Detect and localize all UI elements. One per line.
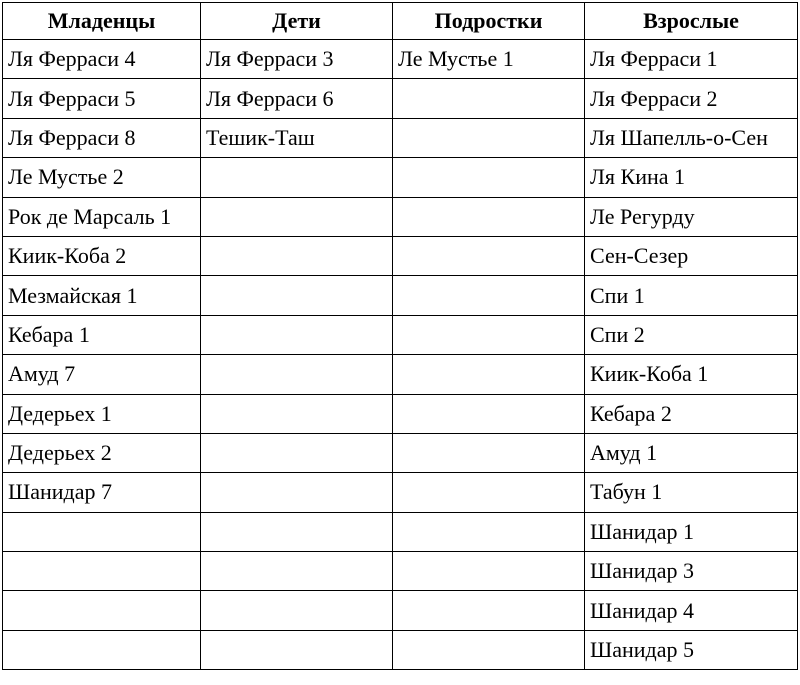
cell-adolescents <box>393 355 585 394</box>
table-container <box>2 2 798 670</box>
header-infants: Младенцы <box>3 3 201 40</box>
cell-children <box>201 630 393 669</box>
cell-adolescents <box>393 158 585 197</box>
cell-infants: Ле Мустье 2 <box>3 158 201 197</box>
table-row <box>3 158 798 197</box>
table-row <box>3 236 798 275</box>
cell-infants: Киик-Коба 2 <box>3 236 201 275</box>
header-adults: Взрослые <box>585 3 798 40</box>
cell-infants: Рок де Марсаль 1 <box>3 197 201 236</box>
table-row <box>3 315 798 354</box>
cell-adults: Спи 2 <box>585 315 798 354</box>
cell-adolescents <box>393 552 585 591</box>
cell-adolescents <box>393 591 585 630</box>
cell-children <box>201 473 393 512</box>
cell-adolescents <box>393 473 585 512</box>
cell-adolescents <box>393 197 585 236</box>
cell-adolescents <box>393 512 585 551</box>
table-row <box>3 118 798 157</box>
table-row <box>3 40 798 79</box>
cell-adolescents <box>393 118 585 157</box>
table-row <box>3 630 798 669</box>
cell-infants: Амуд 7 <box>3 355 201 394</box>
table-row <box>3 433 798 472</box>
table-body <box>3 40 798 670</box>
cell-children <box>201 355 393 394</box>
cell-adults: Ля Ферраси 1 <box>585 40 798 79</box>
table-row <box>3 394 798 433</box>
cell-adolescents <box>393 630 585 669</box>
cell-adults: Шанидар 4 <box>585 591 798 630</box>
table-row <box>3 276 798 315</box>
cell-infants: Дедерьех 1 <box>3 394 201 433</box>
cell-adults: Ля Ферраси 2 <box>585 79 798 118</box>
cell-infants: Мезмайская 1 <box>3 276 201 315</box>
cell-adults: Киик-Коба 1 <box>585 355 798 394</box>
cell-infants: Шанидар 7 <box>3 473 201 512</box>
cell-children <box>201 276 393 315</box>
cell-adults: Амуд 1 <box>585 433 798 472</box>
cell-children <box>201 236 393 275</box>
cell-adults: Шанидар 3 <box>585 552 798 591</box>
cell-adolescents <box>393 236 585 275</box>
cell-infants: Ля Ферраси 5 <box>3 79 201 118</box>
table-row <box>3 473 798 512</box>
cell-children <box>201 315 393 354</box>
cell-infants: Ля Ферраси 4 <box>3 40 201 79</box>
cell-adults: Ля Шапелль-о-Сен <box>585 118 798 157</box>
cell-infants: Дедерьех 2 <box>3 433 201 472</box>
neanderthal-age-table <box>2 2 798 670</box>
cell-children <box>201 197 393 236</box>
cell-infants <box>3 630 201 669</box>
cell-adults: Ле Регурду <box>585 197 798 236</box>
cell-infants: Ля Ферраси 8 <box>3 118 201 157</box>
cell-children <box>201 512 393 551</box>
cell-adolescents: Ле Мустье 1 <box>393 40 585 79</box>
table-row <box>3 197 798 236</box>
cell-adults: Ля Кина 1 <box>585 158 798 197</box>
cell-infants <box>3 552 201 591</box>
cell-adolescents <box>393 433 585 472</box>
table-row <box>3 355 798 394</box>
cell-adults: Сен-Сезер <box>585 236 798 275</box>
cell-children <box>201 158 393 197</box>
cell-children <box>201 394 393 433</box>
cell-adolescents <box>393 79 585 118</box>
cell-infants: Кебара 1 <box>3 315 201 354</box>
cell-adults: Шанидар 1 <box>585 512 798 551</box>
cell-adults: Кебара 2 <box>585 394 798 433</box>
cell-infants <box>3 512 201 551</box>
cell-adults: Шанидар 5 <box>585 630 798 669</box>
table-row <box>3 552 798 591</box>
table-row <box>3 79 798 118</box>
header-adolescents: Подростки <box>393 3 585 40</box>
cell-adolescents <box>393 276 585 315</box>
table-row <box>3 591 798 630</box>
cell-children: Ля Ферраси 6 <box>201 79 393 118</box>
cell-adolescents <box>393 394 585 433</box>
cell-adults: Табун 1 <box>585 473 798 512</box>
header-row <box>3 3 798 40</box>
cell-children <box>201 552 393 591</box>
cell-infants <box>3 591 201 630</box>
cell-adults: Спи 1 <box>585 276 798 315</box>
header-children: Дети <box>201 3 393 40</box>
cell-children <box>201 591 393 630</box>
cell-children: Тешик-Таш <box>201 118 393 157</box>
cell-children: Ля Ферраси 3 <box>201 40 393 79</box>
cell-children <box>201 433 393 472</box>
cell-adolescents <box>393 315 585 354</box>
table-row <box>3 512 798 551</box>
